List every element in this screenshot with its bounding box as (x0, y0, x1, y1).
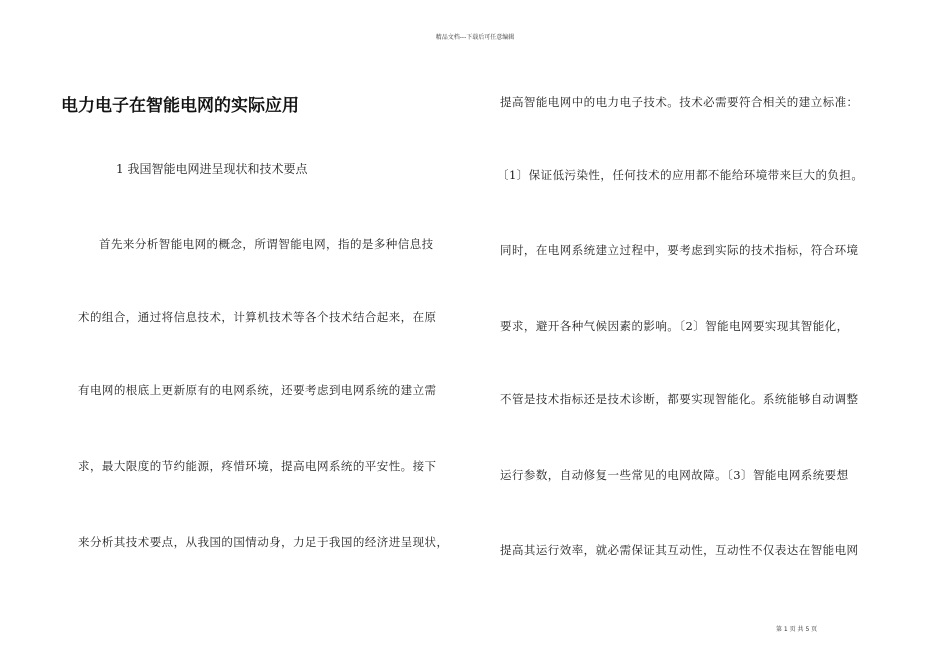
paragraph-line: 术的组合，通过将信息技术，计算机技术等各个技术结合起来，在原 (78, 310, 437, 324)
paragraph-line: 求，最大限度的节约能源，疼惜环境，提高电网系统的平安性。接下 (78, 459, 437, 473)
paragraph-line: 〔1〕保证低污染性，任何技术的应用都不能给环境带来巨大的负担。 (497, 168, 864, 182)
paragraph-line: 同时，在电网系统建立过程中，要考虑到实际的技术指标，符合环境 (500, 243, 859, 257)
paragraph-line: 要求，避开各种气候因素的影响。〔2〕智能电网要实现其智能化， (500, 319, 849, 333)
section-heading: 1 我国智能电网进呈现状和技术要点 (116, 162, 308, 176)
paragraph-line: 首先来分析智能电网的概念，所谓智能电网，指的是多种信息技 (99, 237, 434, 251)
paragraph-line: 提高智能电网中的电力电子技术。技术必需要符合相关的建立标准： (500, 95, 859, 109)
paragraph-line: 来分析其技术要点，从我国的国情动身，力足于我国的经济进呈现状， (78, 535, 449, 549)
paragraph-line: 有电网的根底上更新原有的电网系统，还要考虑到电网系统的建立需 (78, 383, 437, 397)
page-header-note: 精品文档---下载后可任意编辑 (435, 34, 515, 41)
page-number: 第 1 页 共 5 页 (776, 626, 818, 633)
document-title: 电力电子在智能电网的实际应用 (61, 96, 299, 116)
paragraph-line: 不管是技术指标还是技术诊断，都要实现智能化。系统能够自动调整 (500, 392, 859, 406)
paragraph-line: 运行参数，自动修复一些常见的电网故障。〔3〕智能电网系统要想 (500, 468, 849, 482)
paragraph-line: 提高其运行效率，就必需保证其互动性，互动性不仅表达在智能电网 (500, 543, 859, 557)
